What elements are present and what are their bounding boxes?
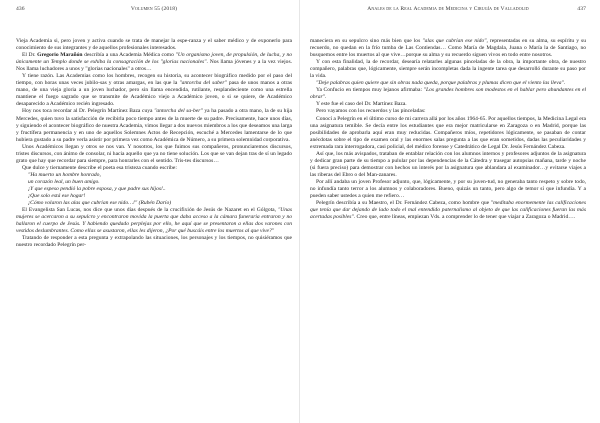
text-run: Pero vayamos con los recuerdos y las pinceladas: [316, 108, 426, 115]
left-page [16, 0, 292, 423]
text-run: Tratando de responder a esta pregunta y extrapolando las situaciones, los personajes y los tiempos, no quisiéramos que nuestro recordado Pelegrín per- [16, 235, 292, 249]
right-page-body [310, 38, 586, 221]
paragraph [16, 165, 292, 172]
italic-text: "Deje palabras quien quiere que sin obras nada queda, porque palabras y plumas dicen que el viento las lleva". [316, 80, 566, 87]
italic-text: ¡Que solo está ese hogar! [28, 193, 86, 200]
text-run: Y tiene razón. Las Academias como los hombres, recogen su historia, su acontecer biográfico medido por el paso del tiempo, con horas unas veces jubilo-sas y otras amargas, en las que la [16, 73, 292, 87]
text-run: Conocí a Pelegrín en el último curso de mi carrera allá por los años 1964-65. Por aquellos tiempos, la Medicina Legal era una asignatura temible. Se decía entre los estudiantes que era mejor matricularse en Zaragoza o en Madrid, porque las posibilidades de aprobarla aquí eran muy reducidas. Compañeros míos, repetidores lógicamente, se pasaban de contar anécdotas sobre el tipo de examen oral y las enormes salas pregunta a las que eran sometidos, dadas las peculiaridades y extremada rara interrogadora, casi policial, del médico forense y Catedrático de Legal Dr. Jesús Fernández Cabeza. [310, 115, 586, 150]
text-run: Ya Confucio en tiempos muy lejanos afirmaba: [316, 87, 424, 94]
text-run: Hoy nos toca recordar al Dr. Pelegrín Martínez Baza cuya [22, 108, 155, 115]
paragraph [16, 235, 292, 249]
right-page [310, 0, 586, 423]
verse-line [16, 179, 292, 186]
text-run: Pelegrín describía a su Maestro, el Dr. Fernández Cabeza, como hombre que [316, 200, 491, 207]
paragraph [310, 108, 586, 115]
gutter-divider [299, 0, 300, 423]
italic-text: "Un organismo joven, de propulsión, de lucha, y no únicamente un Templo donde se exhiba la consagración de los "glorias nacionales" [16, 52, 293, 66]
italic-text: "meditaba enormemente las calificaciones que tenía que dar dejando de lado todo el mal entendido paternalismo al objeto de que las calificaciones fueran las más acertadas posibles" [310, 200, 587, 221]
italic-text: "Ha muerto un hombre honrado, [28, 171, 101, 178]
text-run: Y con esta finalidad, la de recordar, desearía relatarles algunas pinceladas de la obra, la importante obra, de nuestro compañero, palabras que, lógicamente, siempre serán incompletas dada la ingente tarea que desarrolló durante su paso por la vida. [310, 59, 586, 80]
paragraph [310, 59, 586, 80]
text-run: . Creo que, entre líneas, empiezan Vds. a comprender lo de tener que viajar a Zaragoza o Madrid…. [353, 214, 576, 221]
italic-text: "Unas mujeres se acercaron a su sepulcro y encontraron movida la puerta que daba acceso a la cámara funeraria entraron y no hallaron el cuerpo de Jesús. Y habiendo quedado perplejas por ello, he aquí que se presentaron a ellas dos varones con vestidos deslumbrantes. Como ellas se asustaron, ellas les dijeron, ¿Por qué buscáis entre los muertos al que vive?" [16, 207, 292, 235]
paragraph [310, 101, 586, 108]
paragraph [16, 38, 292, 52]
text-run: Que dulce y tiernamente describe el poeta esa tristeza cuando escribe: [22, 164, 177, 171]
text-run: Y este fue el caso del Dr. Martínez Baza. [316, 101, 407, 108]
italic-text: "antorcha del saber" [179, 80, 227, 87]
text-run: Por allí andaba un joven Profesor adjunto, que, lógicamente, y por su juven-tud, no generaba tanto respeto y sobre todo, no infundía tanto terror a los alumnos y colaboradores. Bueno, quizás un tanto, pero algo de temor sí que infundía. Y a pueden saber ustedes a quien me refiero… [310, 178, 586, 200]
text-run: . [324, 94, 327, 101]
left-running-title: Volumen 55 (2018) [130, 6, 178, 12]
italic-text: "Los grandes hombres son modestos en el hablar pero abundantes en el obrar" [310, 87, 586, 101]
right-running-title: Anales de la Real Academia de Medicina y Cirugía de Valladolid [367, 6, 529, 12]
italic-text: un corazón leal, un buen amigo. [28, 178, 100, 185]
text-run: Unos Académicos llegan y otros se nos van. Y nosotros, los que fuimos sus compañeros, pronunciaremos discursos, tristes discursos, con ánimo de consolar, ni hacia aquello que ya no tiene solución. Los que se van dejan tras de sí un legado grato que hay que recordar para siempre, para honrarles con el sentido. Tris-tes discursos… [16, 143, 292, 164]
right-page-number: 437 [577, 6, 586, 12]
text-run: , representadas en su alma, su espíritu y su recuerdo, no quedan en la frío tumba de Las Contiendas… Como María de Magdala, Juana o María la de Santiago, no busquemos entre los muertos al que vive…porque su alma y su recuerdo siguen vivos en todo entre nosotros. [310, 38, 586, 59]
bold-text: Gregorio Marañón [37, 52, 83, 59]
right-page-header [310, 6, 586, 16]
paragraph [16, 207, 292, 235]
paragraph [16, 108, 292, 143]
paragraph [310, 200, 586, 221]
left-page-number: 436 [16, 6, 25, 12]
text-run: El Dr. [22, 52, 38, 59]
paragraph [310, 151, 586, 179]
paragraph [16, 52, 292, 73]
italic-text: ¡Cómo volaron las alas que cubrían ese nido…!" (Rubén Darío) [28, 200, 172, 207]
text-run: Vieja Academia si, pero joven y activa cuando se trata de manejar la espe-ranza y el saber médico y de exponerlo para conocimiento de sus integrantes y de aquellos profesionales interesados. [16, 38, 292, 52]
italic-text: ¡Y que espeso pendió la pobre esposa, y que padre sus hijos!.. [28, 185, 166, 192]
paragraph [310, 116, 586, 151]
paragraph [16, 144, 292, 165]
text-run: describía a una Academia Médica como [82, 52, 176, 59]
italic-text: "antorcha del sa-ber" [154, 108, 203, 115]
verse-line [16, 172, 292, 179]
left-page-header [16, 6, 292, 16]
text-run: El Evangelista San Lucas, nos dice que unos días después de la crucifixión de Jesús de Nazaret en el Gólgota, [22, 207, 278, 214]
paragraph [310, 179, 586, 200]
text-run: maneciera en su sepulcro sino más bien que los [310, 38, 423, 44]
paragraph [310, 87, 586, 101]
italic-text: "alas que cubrían ese nido" [422, 38, 487, 44]
paragraph [310, 38, 586, 59]
text-run: pasa de unos manos a otras mano, de una vieja gloria a un joven luchador, pero sin llama encendida, rutilante, resplandeciente como una estrella mantiene el fuego sagrado que se transmite de Académico viejo a Académico joven, o si se quiere, de Académico desaparecido a Académico recién ingresado. [16, 80, 292, 108]
text-run: Así que, los más avispados, trataban de entablar relación con los alumnos internos y profesores adjuntos de la asignatura y dedicar gran parte de su tiempo a pulular por las dependencias de la Cátedra y trasegar autopsias mañana, tarde y noche (si fuera preciso) para demostrar con hechos un interés por la asignatura que ablandara al examinador…y evitarse viajes a las riberas del Ebro o del Man-zanares. [310, 150, 586, 178]
text-run: ya ha pasado a otra mano, la de su hija Mercedes, quien tuvo la satisfacción de recibirla poco tiempo antes de la muerte de su padre. Precisamente, hace unos días, y siguiendo el acontecer biográfico de nuestra Academia, vimos llegar a dos nuevos miembros a los que deseamos una larga y fructífera permanencia y en uno de aquellos Solemnes Actos de Recepción, escuché a Mercedes lamentarse de lo que hubiera gustado a su padre verla asistir por primera vez como Académica de Número, a su primera solemnidad corporativa. [16, 108, 292, 143]
text-run: . Nos llama jóvenes y a la vez viejos. Nos llama luchadores a unos y "glorias nacionales" a otros… [16, 59, 292, 73]
paragraph [16, 73, 292, 108]
verse-line [16, 186, 292, 193]
left-page-body [16, 38, 292, 249]
